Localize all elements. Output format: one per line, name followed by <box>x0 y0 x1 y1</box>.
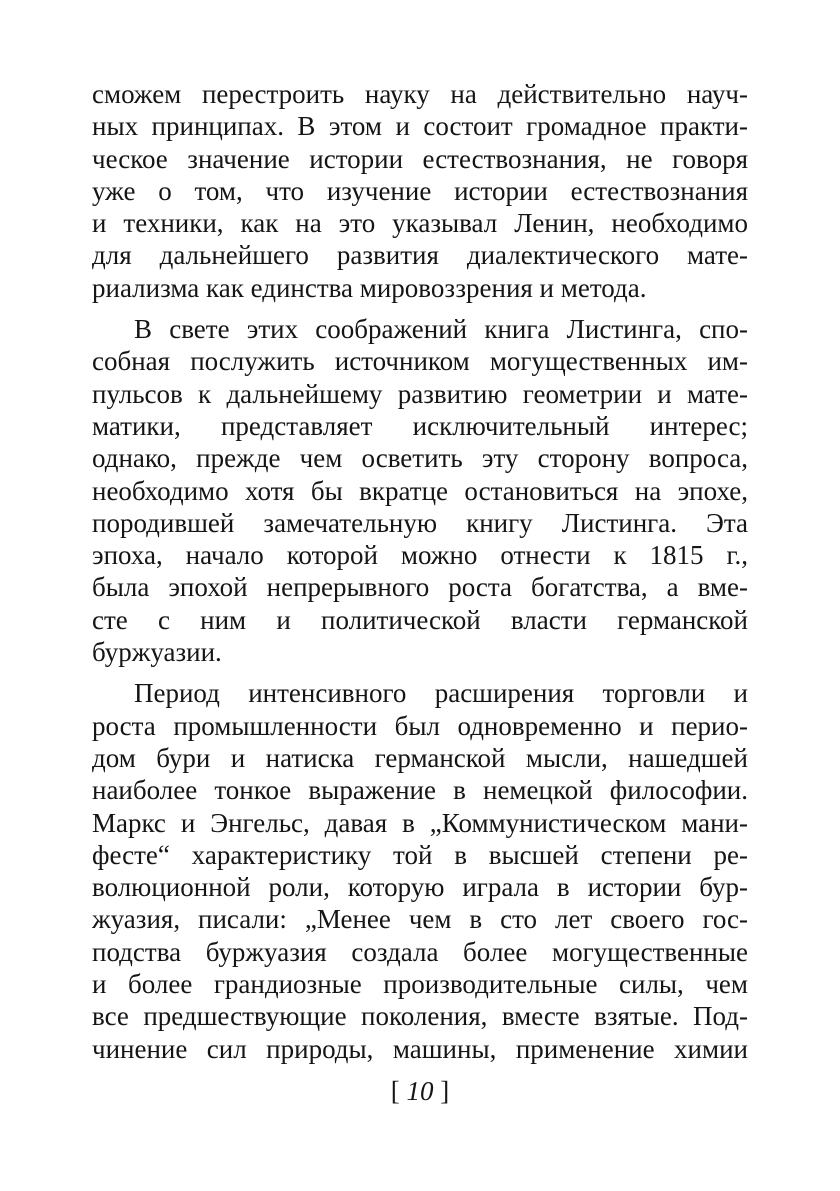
text-line: Маркс и Энгельс, давая в „Коммунистическом мани- <box>92 807 748 838</box>
text-line: чинение сил природы, машины, применение химии <box>92 1033 748 1064</box>
text-line: ческое значение истории естествознания, не говоря <box>92 143 748 174</box>
text-line: эпоха, начало которой можно отнести к 1815 г., <box>92 540 748 571</box>
text-line: волюционной роли, которую играла в истории бур- <box>92 872 748 903</box>
page-number-value: 10 <box>406 1076 434 1106</box>
paragraph-2 <box>92 313 748 668</box>
text-line: дом бури и натиска германской мысли, нашедшей <box>92 742 748 773</box>
text-line: породившей замечательную книгу Листинга. Эта <box>92 507 748 538</box>
text-line: и техники, как на это указывал Ленин, необходимо <box>92 208 748 239</box>
text-line: матики, представляет исключительный интерес; <box>92 410 748 441</box>
text-line: фесте“ характеристику той в высшей степени ре- <box>92 839 748 870</box>
page-body <box>92 78 748 1065</box>
paragraph-1 <box>92 78 748 304</box>
page-number-open-bracket: [ <box>390 1076 400 1106</box>
paragraph-3 <box>92 677 748 1065</box>
text-line: роста промышленности был одновременно и перио- <box>92 710 748 741</box>
text-line: наиболее тонкое выражение в немецкой философии. <box>92 775 748 806</box>
text-line: пульсов к дальнейшему развитию геометрии и мате- <box>92 378 748 409</box>
text-line: собная послужить источником могущественных им- <box>92 346 748 377</box>
text-line: и более грандиозные производительные силы, чем <box>92 969 748 1000</box>
text-line: сте с ним и политической власти германской <box>92 604 748 635</box>
text-line: уже о том, что изучение истории естествознания <box>92 175 748 206</box>
text-line: риализма как единства мировоззрения и метода. <box>92 272 647 303</box>
text-line: подства буржуазия создала более могущественные <box>92 936 748 967</box>
page-number <box>0 1075 840 1107</box>
page-number-close-bracket: ] <box>440 1076 450 1106</box>
text-line: ных принципах. В этом и состоит громадное практи- <box>92 111 748 142</box>
text-line: необходимо хотя бы вкратце остановиться на эпохе, <box>92 475 748 506</box>
text-line: однако, прежде чем осветить эту сторону вопроса, <box>92 443 748 474</box>
text-line: Период интенсивного расширения торговли и <box>134 678 748 709</box>
text-line: все предшествующие поколения, вместе взятые. Под- <box>92 1001 748 1032</box>
text-line: для дальнейшего развития диалектического мате- <box>92 240 748 271</box>
text-line: В свете этих соображений книга Листинга, спо- <box>134 314 748 345</box>
text-line: сможем перестроить науку на действительно науч- <box>92 79 748 109</box>
text-line: буржуазии. <box>92 637 222 668</box>
text-line: жуазия, писали: „Менее чем в сто лет своего гос- <box>92 904 748 935</box>
text-line: была эпохой непрерывного роста богатства, а вме- <box>92 572 748 603</box>
